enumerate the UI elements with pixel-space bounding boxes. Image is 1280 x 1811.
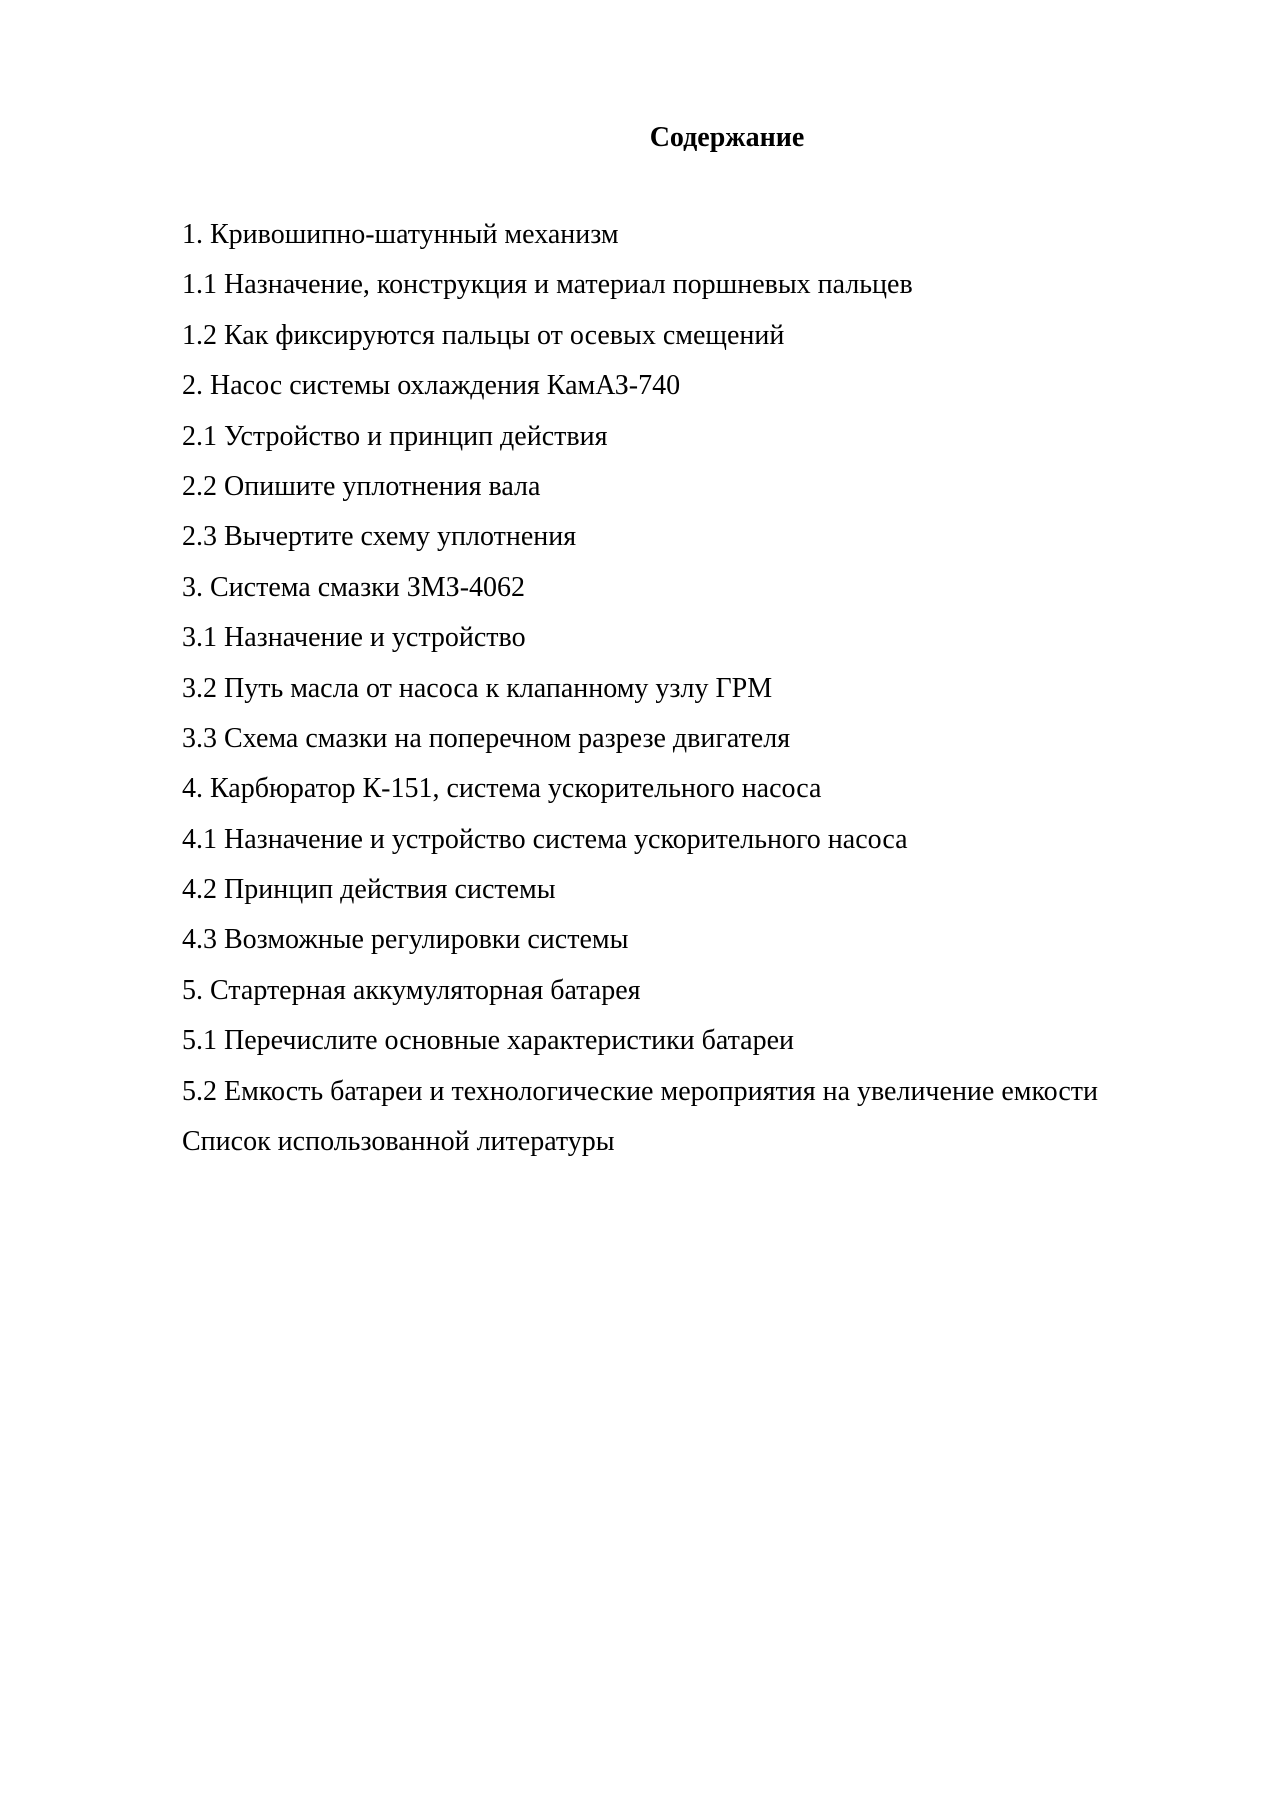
toc-item: 1.2 Как фиксируются пальцы от осевых смещений	[182, 319, 785, 351]
toc-item: 1.1 Назначение, конструкция и материал поршневых пальцев	[182, 269, 913, 301]
page-title: Содержание	[649, 122, 805, 153]
toc-item: 5. Стартерная аккумуляторная батарея	[182, 974, 641, 1006]
table-of-contents	[182, 210, 1242, 1167]
toc-item: 4.3 Возможные регулировки системы	[182, 924, 629, 956]
toc-item: 2.3 Вычертите схему уплотнения	[182, 521, 577, 553]
toc-item: Список использованной литературы	[182, 1126, 615, 1158]
toc-item: 5.2 Емкость батареи и технологические мероприятия на увеличение емкости	[182, 1075, 1099, 1107]
toc-item: 2.1 Устройство и принцип действия	[182, 420, 608, 452]
toc-item: 3.3 Схема смазки на поперечном разрезе двигателя	[182, 722, 791, 754]
toc-item: 4. Карбюратор К-151, система ускорительного насоса	[182, 773, 822, 805]
toc-item: 2. Насос системы охлаждения КамАЗ-740	[182, 370, 681, 402]
toc-item: 3. Система смазки ЗМЗ-4062	[182, 571, 526, 603]
toc-item: 1. Кривошипно-шатунный механизм	[182, 219, 619, 250]
toc-item: 3.2 Путь масла от насоса к клапанному узлу ГРМ	[182, 672, 773, 704]
toc-item: 4.2 Принцип действия системы	[182, 874, 556, 906]
toc-item: 5.1 Перечислите основные характеристики батареи	[182, 1025, 795, 1057]
toc-item: 2.2 Опишите уплотнения вала	[182, 470, 541, 502]
toc-item: 4.1 Назначение и устройство система ускорительного насоса	[182, 823, 908, 855]
toc-item: 3.1 Назначение и устройство	[182, 622, 526, 654]
